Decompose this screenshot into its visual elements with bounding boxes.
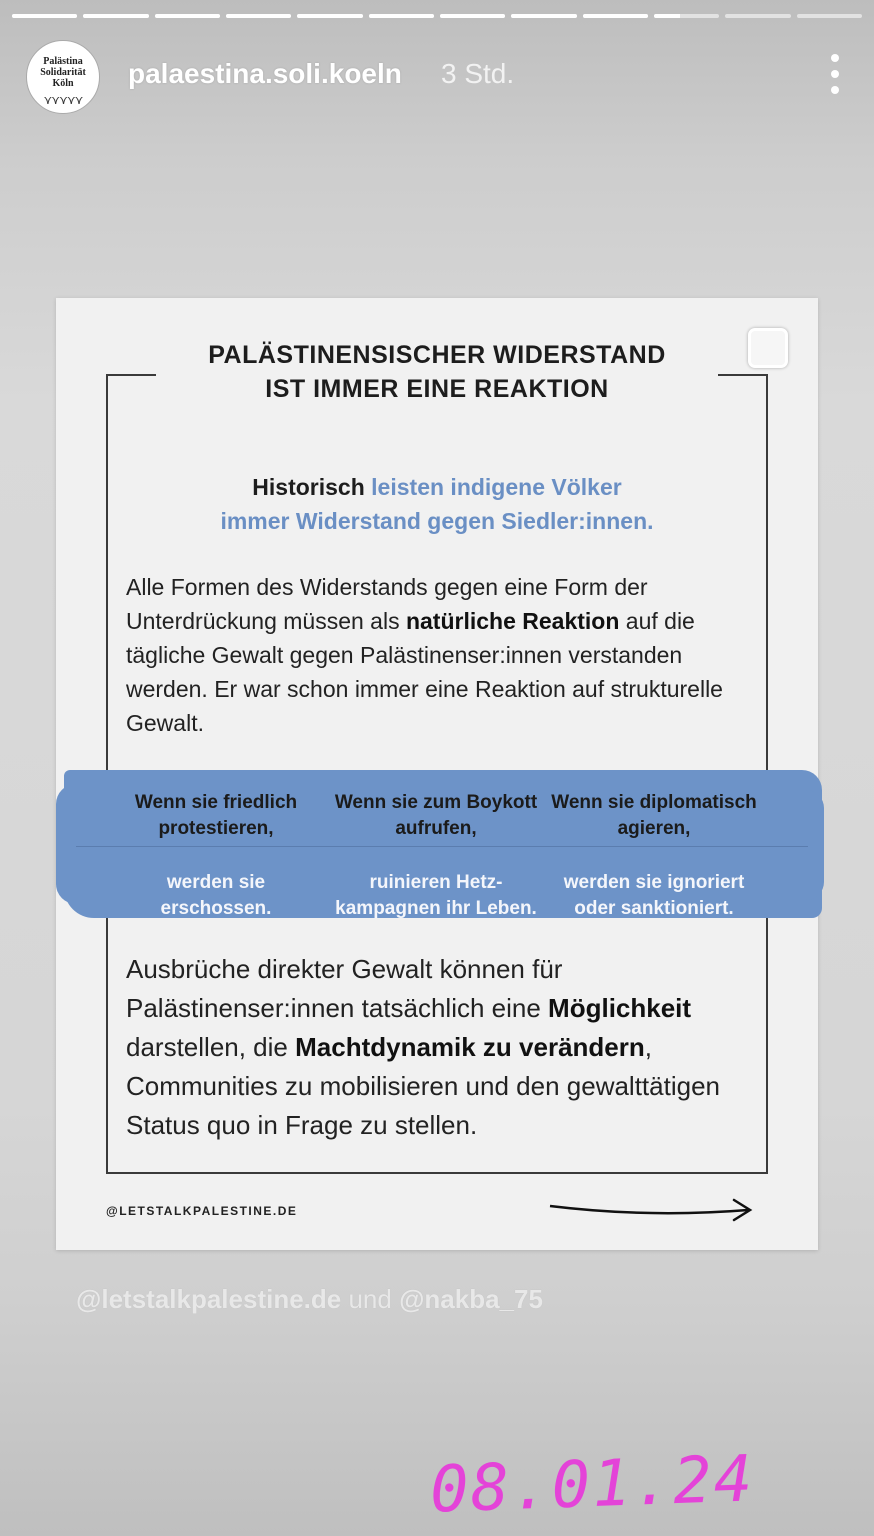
mention-link-2[interactable]: @nakba_75 bbox=[399, 1284, 543, 1314]
progress-segment bbox=[12, 14, 77, 18]
avatar-text bbox=[27, 56, 99, 89]
progress-segment-fill bbox=[155, 14, 220, 18]
avatar-line-2: Solidarität bbox=[40, 67, 86, 78]
progress-segment bbox=[511, 14, 576, 18]
lead-text bbox=[156, 470, 718, 538]
mention-connector: und bbox=[341, 1284, 400, 1314]
avatar-line-3: Köln bbox=[52, 78, 74, 89]
blue-highlight-band bbox=[56, 770, 818, 918]
paragraph-2-part-c: darstellen, die bbox=[126, 1032, 296, 1062]
band-column-2-bottom: ruinieren Hetz-kampagnen ihr Leben. bbox=[335, 872, 537, 919]
story-header bbox=[26, 38, 848, 114]
progress-segment bbox=[369, 14, 434, 18]
paragraph-1-part-c: auf die tägliche Gewalt gegen Palästinenser:innen verstanden werden. Er war schon immer eine Reaktion auf strukturelle Gewalt. bbox=[126, 608, 723, 736]
lead-text-blue-2: immer Widerstand gegen Siedler:innen. bbox=[220, 508, 654, 534]
progress-segment-fill bbox=[440, 14, 505, 18]
progress-segment bbox=[797, 14, 862, 18]
avatar[interactable] bbox=[26, 40, 100, 114]
avatar-line-1: Palästina bbox=[43, 56, 83, 67]
paragraph-1 bbox=[126, 570, 768, 740]
progress-segment-fill bbox=[12, 14, 77, 18]
band-column-3-top: Wenn sie diplomatisch agieren, bbox=[551, 792, 757, 839]
post-title-line-1: PALÄSTINENSISCHER WIDERSTAND bbox=[208, 341, 666, 369]
progress-segment-fill bbox=[297, 14, 362, 18]
band-divider bbox=[76, 846, 808, 847]
paragraph-2-part-e: , Communities zu mobilisieren und den gewalttätigen Status quo in Frage zu stellen. bbox=[126, 1032, 720, 1140]
post-title bbox=[156, 336, 718, 408]
progress-segment-fill bbox=[654, 14, 680, 18]
progress-segment bbox=[725, 14, 790, 18]
progress-segment bbox=[297, 14, 362, 18]
lead-text-bold: Historisch bbox=[252, 474, 365, 500]
progress-segment bbox=[155, 14, 220, 18]
band-column-1 bbox=[116, 790, 316, 919]
progress-segment bbox=[440, 14, 505, 18]
band-column-3 bbox=[542, 790, 766, 919]
progress-segment bbox=[226, 14, 291, 18]
band-column-2 bbox=[326, 790, 546, 919]
paragraph-2-bold-2: Machtdynamik zu verändern bbox=[295, 1032, 645, 1062]
band-column-1-bottom: werden sie erschossen. bbox=[160, 872, 272, 919]
username-link[interactable]: palaestina.soli.koeln bbox=[128, 58, 402, 89]
progress-segment-fill bbox=[583, 14, 648, 18]
progress-segment-fill bbox=[83, 14, 148, 18]
date-overlay: 08.01.24 bbox=[428, 1442, 756, 1528]
mention-sticker bbox=[76, 1284, 543, 1315]
paragraph-2-bold-1: Möglichkeit bbox=[548, 993, 692, 1023]
arrow-right-icon[interactable] bbox=[548, 1196, 756, 1224]
band-edge-right bbox=[794, 790, 824, 900]
progress-segment bbox=[583, 14, 648, 18]
progress-segment bbox=[83, 14, 148, 18]
paragraph-2 bbox=[126, 950, 768, 1145]
progress-segment-fill bbox=[226, 14, 291, 18]
paragraph-1-part-a: Alle Formen des Widerstands gegen eine Form der Unterdrückung müssen als bbox=[126, 574, 648, 634]
story-progress-bar bbox=[12, 14, 862, 18]
post-footer-handle: @LETSTALKPALESTINE.DE bbox=[106, 1204, 298, 1218]
progress-segment bbox=[654, 14, 719, 18]
post-title-line-2: IST IMMER EINE REAKTION bbox=[265, 375, 609, 403]
progress-segment-fill bbox=[369, 14, 434, 18]
band-column-2-top: Wenn sie zum Boykott aufrufen, bbox=[334, 792, 538, 839]
paragraph-1-bold: natürliche Reaktion bbox=[405, 608, 620, 634]
lead-text-blue-1: leisten indigene Völker bbox=[364, 474, 622, 500]
mention-link-1[interactable]: @letstalkpalestine.de bbox=[76, 1284, 342, 1314]
progress-segment-fill bbox=[511, 14, 576, 18]
shared-post-card[interactable] bbox=[56, 298, 818, 1250]
story-timestamp: 3 Std. bbox=[441, 58, 515, 89]
band-column-3-bottom: werden sie ignoriert oder sanktioniert. bbox=[563, 872, 745, 919]
band-column-1-top: Wenn sie friedlich protestieren, bbox=[134, 792, 298, 839]
paragraph-2-part-a: Ausbrüche direkter Gewalt können für Palästinenser:innen tatsächlich eine bbox=[126, 954, 563, 1023]
multi-post-icon bbox=[748, 328, 788, 368]
three-dots-vertical-icon[interactable] bbox=[828, 54, 842, 94]
wheat-leaves-icon: ⋎⋎⋎⋎⋎ bbox=[43, 93, 83, 107]
